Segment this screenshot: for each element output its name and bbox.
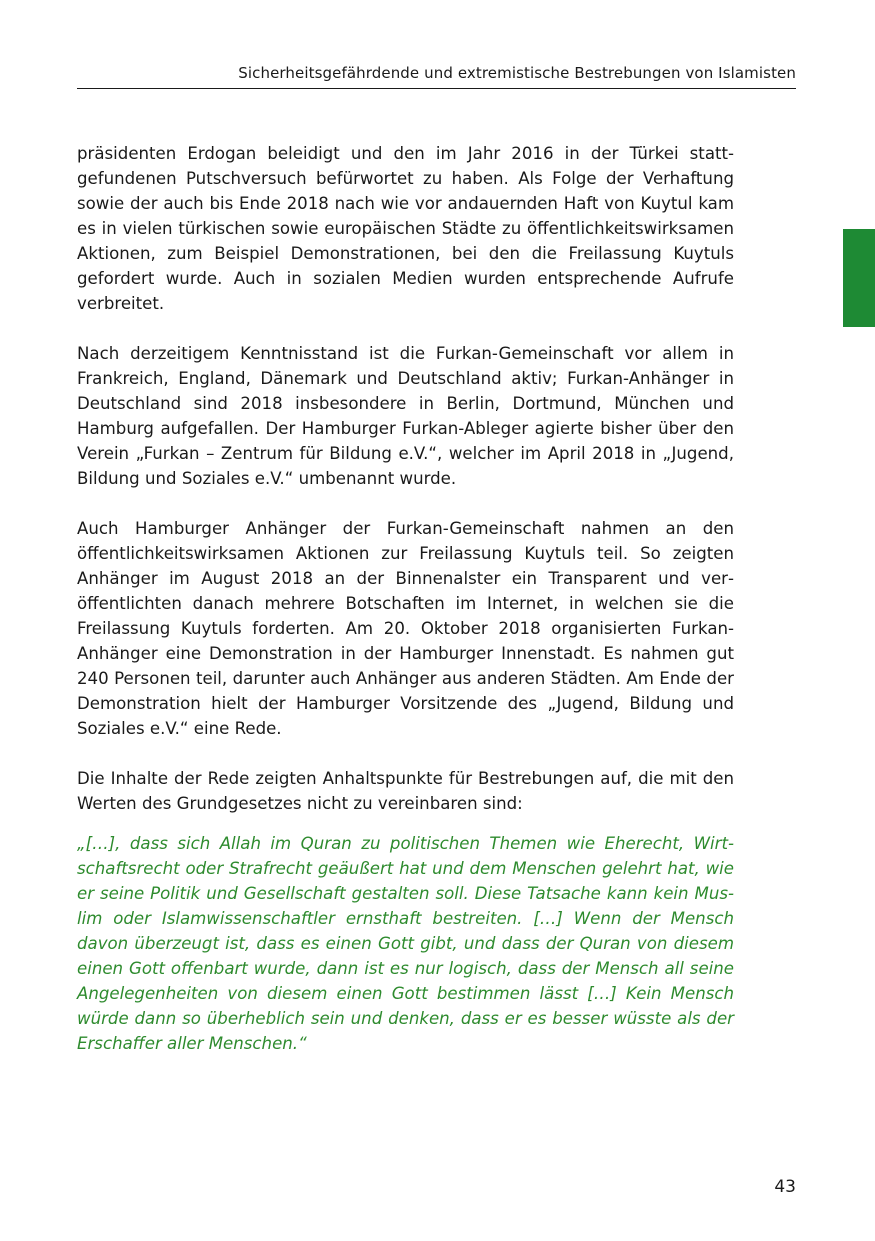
body-text xyxy=(77,141,734,1081)
paragraph: präsidenten Erdogan beleidigt und den im Jahr 2016 in der Türkei stattgefundenen Putschversuch befürwortet zu haben. Als Folge der Verhaftung sowie der auch bis Ende 2018 nach wie vor andauernden Haft von Kuytul kam es in vielen türkischen sowie europäischen Städte zu öffentlichkeitswirksamen Aktionen, zum Beispiel Demonstrationen, bei den die Freilassung Kuytuls gefordert wurde. Auch in sozialen Medien wurden entsprechende Aufrufe verbreitet. xyxy=(77,144,734,313)
paragraph: Auch Hamburger Anhänger der Furkan-Gemeinschaft nahmen an den öffentlichkeitswirksamen Aktionen zur Freilassung Kuytuls teil. So zeigten Anhänger im August 2018 an der Binnenalster ein Transparent und veröffentlichten danach mehrere Botschaften im Internet, in welchen sie die Freilassung Kuytuls forderten. Am 20. Oktober 2018 organisierten Furkan-Anhänger eine Demonstration in der Hamburger Innenstadt. Es nahmen gut 240 Personen teil, darunter auch Anhänger aus anderen Städten. Am Ende der Demonstration hielt der Hamburger Vorsitzende des „Jugend, Bildung und Soziales e.V.“ eine Rede. xyxy=(77,519,734,738)
speech-quote: „[…], dass sich Allah im Quran zu politischen Themen wie Eherecht, Wirtschaftsrecht oder Strafrecht geäußert hat und dem Menschen gelehrt hat, wie er seine Politik und Gesellschaft gestalten soll. Diese Tatsache kann kein Muslim oder Islamwissenschaftler ernsthaft bestreiten. […] Wenn der Mensch davon überzeugt ist, dass es einen Gott gibt, und dass der Quran von diesem einen Gott offenbart wurde, dann ist es nur logisch, dass der Mensch all seine Angelegenheiten von diesem einen Gott bestimmen lässt […] Kein Mensch würde dann so überheblich sein und denken, dass er es besser wüsste als der Erschaffer aller Menschen.“ xyxy=(77,834,734,1053)
paragraph: Nach derzeitigem Kenntnisstand ist die Furkan-Gemeinschaft vor allem in Frankreich, England, Dänemark und Deutschland aktiv; Furkan-Anhänger in Deutschland sind 2018 insbesondere in Berlin, Dortmund, München und Hamburg aufgefallen. Der Hamburger Furkan-Ableger agierte bisher über den Verein „Furkan – Zentrum für Bildung e.V.“, welcher im April 2018 in „Jugend, Bildung und Soziales e.V.“ umbenannt wurde. xyxy=(77,344,734,488)
running-header xyxy=(77,56,796,89)
paragraph: Die Inhalte der Rede zeigten Anhaltspunkte für Bestrebungen auf, die mit den Werten des Grundgesetzes nicht zu vereinbaren sind: xyxy=(77,769,734,813)
chapter-tab-marker xyxy=(843,229,875,327)
header-title: Sicherheitsgefährdende und extremistische Bestrebungen von Islamisten xyxy=(238,64,796,82)
page-number: 43 xyxy=(774,1177,796,1197)
